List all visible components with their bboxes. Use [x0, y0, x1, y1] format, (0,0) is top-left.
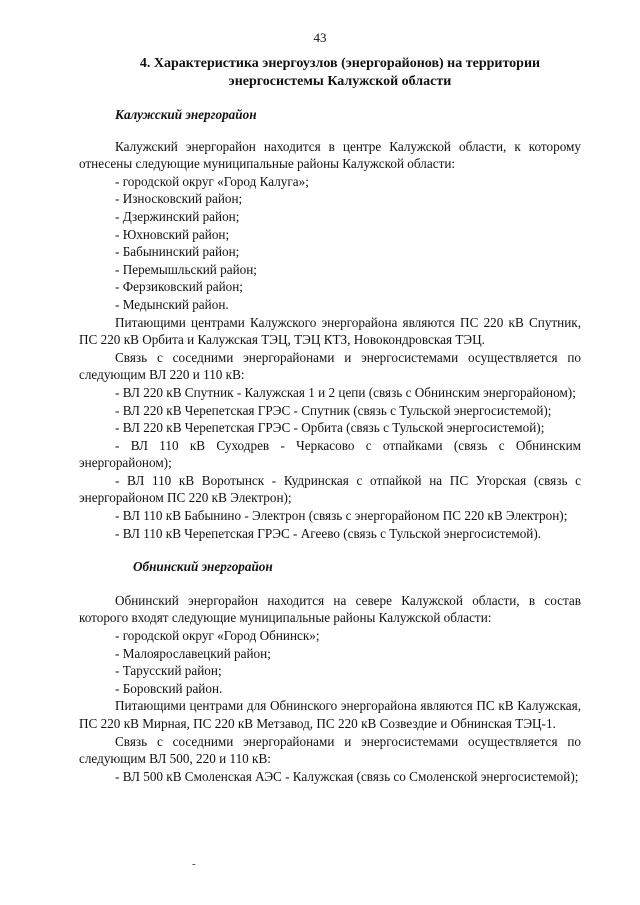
section-title	[90, 55, 590, 91]
list-item: - ВЛ 220 кВ Спутник - Калужская 1 и 2 цепи (связь с Обнинским энергорайоном);	[115, 384, 576, 400]
list-item: - Медынский район.	[115, 296, 229, 312]
list-item: - ВЛ 110 кВ Суходрев - Черкасово с отпайками (связь с Обнинским энергорайоном);	[79, 437, 581, 471]
list-item: - Юхновский район;	[115, 226, 230, 242]
footer-mark: -	[192, 858, 196, 870]
list-item: - Боровский район.	[115, 680, 223, 696]
list-item: - Дзержинский район;	[115, 208, 240, 224]
kaluga-district-list	[79, 173, 581, 314]
kaluga-intro: Калужский энергорайон находится в центре Калужской области, к которому отнесены следующие муниципальные районы Калужской области:	[79, 138, 581, 172]
obninsk-district-list	[79, 627, 581, 697]
list-item: - Износковский район;	[115, 191, 243, 207]
obninsk-heading: Обнинский энергорайон	[133, 559, 273, 575]
kaluga-line-list	[79, 384, 581, 542]
obninsk-links-intro: Связь с соседними энергорайонами и энергосистемами осуществляется по следующим ВЛ 500, 220 и 110 кВ:	[79, 733, 581, 767]
kaluga-links-intro: Связь с соседними энергорайонами и энергосистемами осуществляется по следующим ВЛ 220 и 110 кВ:	[79, 349, 581, 383]
list-item: - Перемышльский район;	[115, 261, 257, 277]
list-item: - ВЛ 500 кВ Смоленская АЭС - Калужская (связь со Смоленской энергосистемой);	[115, 768, 579, 784]
section-title-line-1: 4. Характеристика энергоузлов (энергорайонов) на территории	[139, 56, 541, 71]
document-body	[79, 106, 581, 785]
list-item: - городской округ «Город Обнинск»;	[115, 628, 320, 644]
section-title-line-2: энергосистемы Калужской области	[228, 74, 452, 89]
kaluga-centers: Питающими центрами Калужского энергорайона являются ПС 220 кВ Спутник, ПС 220 кВ Орбита и Калужская ТЭЦ, ТЭЦ КТЗ, Новокондровская ТЭЦ.	[79, 314, 581, 348]
list-item: - Малоярославецкий район;	[115, 645, 271, 661]
list-item: - ВЛ 110 кВ Бабынино - Электрон (связь с энергорайоном ПС 220 кВ Электрон);	[115, 508, 568, 524]
list-item: - ВЛ 220 кВ Черепетская ГРЭС - Спутник (связь с Тульской энергосистемой);	[115, 402, 552, 418]
list-item: - ВЛ 110 кВ Черепетская ГРЭС - Агеево (связь с Тульской энергосистемой).	[115, 525, 542, 541]
kaluga-heading: Калужский энергорайон	[115, 107, 257, 122]
list-item: - Бабынинский район;	[115, 244, 240, 260]
list-item: - Тарусский район;	[115, 663, 222, 679]
obninsk-centers: Питающими центрами для Обнинского энергорайона являются ПС кВ Калужская, ПС 220 кВ Мирная, ПС 220 кВ Метзавод, ПС 220 кВ Созвездие и Обнинская ТЭЦ-1.	[79, 698, 581, 731]
list-item: - Ферзиковский район;	[115, 279, 243, 295]
list-item: - городской округ «Город Калуга»;	[115, 173, 309, 189]
obninsk-intro: Обнинский энергорайон находится на севере Калужской области, в состав которого входят следующие муниципальные районы Калужской области:	[79, 592, 581, 626]
list-item: - ВЛ 220 кВ Черепетская ГРЭС - Орбита (связь с Тульской энергосистемой);	[115, 420, 545, 436]
page-number: 43	[313, 30, 327, 45]
obninsk-line-list	[79, 768, 581, 786]
list-item: - ВЛ 110 кВ Воротынск - Кудринская с отпайкой на ПС Угорская (связь с энергорайоном ПС 220 кВ Электрон);	[79, 472, 581, 506]
